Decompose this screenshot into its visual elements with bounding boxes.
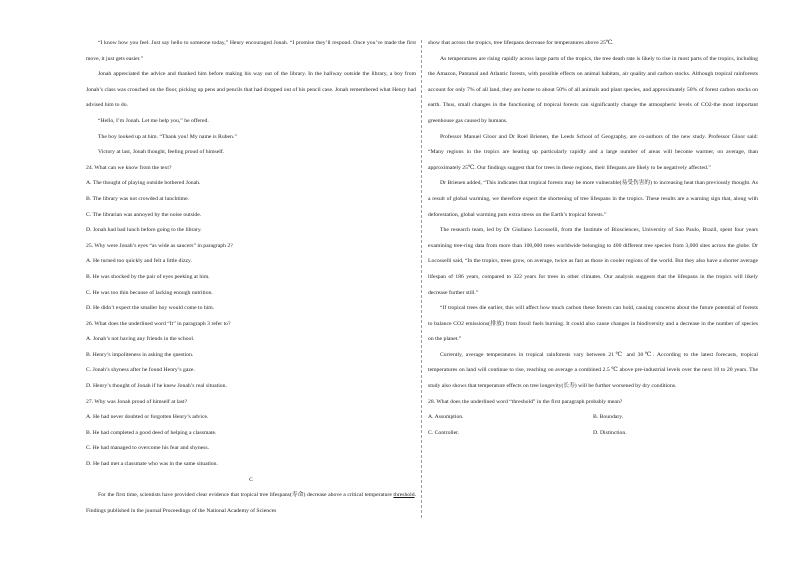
q28-options-row-1 [428, 410, 758, 426]
left-paragraph: C. The librarian was annoyed by the noise outside. [86, 211, 202, 218]
left-paragraph: B. The library was not crowded at lunchtime. [86, 195, 190, 202]
q28-option-a: A. Assumption. [428, 414, 464, 421]
left-paragraph: A. The thought of playing outside bothered Jonah. [86, 180, 201, 187]
right-paragraph: 28. What does the underlined word “threshold” in the first paragraph probably mean? [428, 398, 623, 405]
left-paragraph: C. He was too thin because of lacking enough nutrition. [86, 289, 213, 296]
left-paragraph: C. Jonah’s shyness after he found Henry’s gaze. [86, 367, 195, 374]
left-paragraph: A. Jonah’s not having any friends in the school. [86, 336, 195, 343]
right-paragraph: As temperatures are rising rapidly across large parts of the tropics, the tree death rate is likely to rise in most parts of the tropics, including the Amazon, Pantanal and Atlantic forests, with possible effects on animal habitats, air quality and carbon stocks. Although tropical rainforests account for only 7% of all land, they are home to about 50% of all animals and plant species, and approximately 50% of forest carbon stocks on earth. Thus, small changes in the functioning of tropical forests can significantly change the atmospheric levels of CO2-the most important greenhouse gas caused by humans. [428, 55, 758, 124]
left-paragraph: D. Henry’s thought of Jonah if he knew Jonah’s real situation. [86, 383, 227, 390]
left-paragraph: B. He had completed a good deed of helping a classmate. [86, 429, 217, 436]
left-paragraph: C [249, 476, 253, 483]
left-paragraph: D. He didn’t expect the smaller boy would come to him. [86, 305, 215, 312]
left-paragraph: 26. What does the underlined word “It” in paragraph 3 refer to? [86, 320, 231, 327]
left-paragraph: A. He turned too quickly and felt a little dizzy. [86, 258, 192, 265]
q28-options-row-2 [428, 426, 758, 442]
underlined-word: threshold [393, 492, 415, 499]
right-column [428, 36, 758, 441]
left-paragraph: 25. Why were Jonah’s eyes “as wide as saucers” in paragraph 2? [86, 242, 233, 249]
left-paragraph: Jonah appreciated the advice and thanked him before making his way out of the library. In the hallway outside the library, a boy from Jonah’s class was crouched on the floor, picking up pens and pencils that had dropped out of his pencil case. Jonah remembered what Henry had advised him to do. [86, 71, 416, 109]
q28-option-b: B. Boundary. [593, 414, 624, 421]
left-paragraph: “I know how you feel. Just say hello to someone today,” Henry encouraged Jonah. “I promise they’ll respond. Once you’ve made the first move, it just gets easier.” [86, 40, 416, 62]
q28-option-c: C. Controller. [428, 429, 460, 436]
left-paragraph: A. He had never doubted or forgotten Henry’s advice. [86, 414, 209, 421]
right-paragraph: Currently, average temperatures in tropical rainforests vary between 21℃ and 30℃. According to the latest forecasts, tropical temperatures on land will continue to rise, reaching on average a combined 2.5 ℃ above pre-industrial levels over the next 10 to 20 years. The study also shows that temperature effects on tree longevity(长寿) will be further worsened by dry conditions. [428, 351, 758, 390]
right-paragraph: “If tropical trees die earlier, this will affect how much carbon these forests can hold, causing concerns about the future potential of forests to balance CO2 emissions(排放) from fossil fuels burning. It could also cause changes in biodiversity and a decrease in the number of species on the planet.” [428, 305, 758, 343]
left-paragraph: D. He had met a classmate who was in the same situation. [86, 461, 218, 468]
left-paragraph: C. He had managed to overcome his fear and shyness. [86, 445, 210, 452]
left-paragraph: For the first time, scientists have provided clear evidence that tropical tree lifespans(寿命) decrease above a critical temperature threshold. Findings published in the journal Proceedings of the National Academy of Sciences [86, 492, 416, 514]
right-paragraph: Professor Manuel Gloor and Dr Roel Brienen, the Leeds School of Geography, are co-authors of the new study. Professor Gloor said: “Many regions in the tropics are heating up particularly rapidly and a large number of areas will become warmer, on average, than approximately 25℃. Our findings suggest that for trees in these regions, their lifespans are likely to be negatively affected.” [428, 133, 758, 171]
left-paragraph: “Hello, I’m Jonah. Let me help you,” he offered. [98, 117, 209, 124]
right-paragraphs [428, 36, 758, 410]
right-paragraph: The research team, led by Dr Giuliano Locosselli, from the Institute of Biosciences, University of Sao Paulo, Brazil, spent four years examining tree-ring data from more than 100,000 trees worldwide belonging to 400 different tree species from 3,000 sites across the globe. Dr Locosselli said, “In the tropics, trees grow, on average, twice as fast as those in cooler regions of the world. But they also have a shorter average lifespan of 186 years, compared to 322 years for trees in other climates. Our analysis suggests that the lifespans in the tropics will likely decrease further still.” [428, 227, 758, 296]
left-paragraph: Victory at last, Jonah thought, feeling proud of himself. [98, 149, 225, 156]
left-paragraph: 24. What can we know from the text? [86, 164, 172, 171]
column-divider [421, 40, 422, 518]
left-paragraph: 27. Why was Jonah proud of himself at last? [86, 398, 188, 405]
q28-option-d: D. Distinction. [593, 429, 627, 436]
left-column [86, 36, 416, 519]
right-paragraph: Dr Brienen added, “This indicates that tropical forests may be more vulnerable(易受伤害的) to increasing heat than previously thought. As a result of global warming, we therefore expect the shortening of tree lifespans in the tropics. These results are a warning sign that, along with deforestation, global warming puts extra stress on the Earth’s tropical forests.” [428, 180, 758, 218]
left-paragraph: D. Jonah had had lunch before going to the library. [86, 227, 202, 234]
left-paragraph: B. He was shocked by the pair of eyes peeking at him. [86, 273, 210, 280]
left-paragraph: The boy looked up at him. “Thank you! My name is Ruben.” [98, 133, 237, 140]
left-paragraph: B. Henry’s impoliteness in asking the question. [86, 351, 194, 358]
right-paragraph: show that across the tropics, tree lifespans decrease for temperatures above 25℃. [428, 40, 614, 46]
